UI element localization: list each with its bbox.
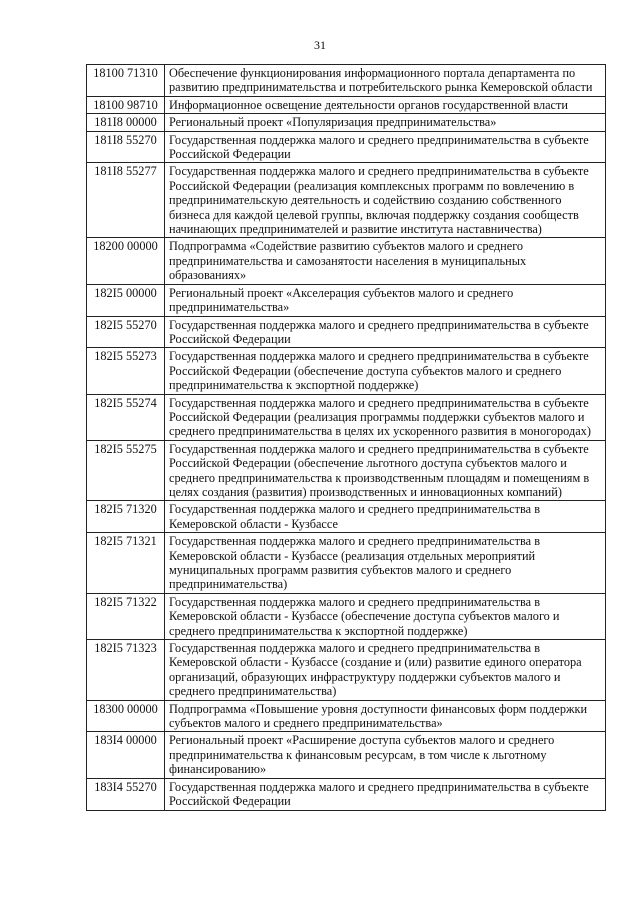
page-number: 31 (314, 38, 326, 52)
description-cell: Региональный проект «Популяризация предпринимательства» (165, 114, 606, 131)
description-cell: Государственная поддержка малого и среднего предпринимательства в Кемеровской области - Кузбассе (создание и (или) развитие единого оператора организаций, образующих инфраструктуру поддержки субъектов малого и среднего предпринимательства) (165, 640, 606, 701)
table-row (87, 131, 606, 163)
description-cell: Государственная поддержка малого и среднего предпринимательства в Кемеровской области - Кузбассе (165, 501, 606, 533)
table-row (87, 732, 606, 778)
code-cell: 182I5 71323 (87, 640, 165, 701)
code-cell: 181I8 55277 (87, 163, 165, 238)
code-cell: 18200 00000 (87, 238, 165, 284)
code-cell: 182I5 71321 (87, 533, 165, 594)
description-cell: Государственная поддержка малого и среднего предпринимательства в субъекте Российской Федерации (165, 778, 606, 810)
description-cell: Государственная поддержка малого и среднего предпринимательства в субъекте Российской Федерации (165, 316, 606, 348)
description-cell: Региональный проект «Акселерация субъектов малого и среднего предпринимательства» (165, 284, 606, 316)
description-cell: Государственная поддержка малого и среднего предпринимательства в субъекте Российской Федерации (165, 131, 606, 163)
table-row (87, 533, 606, 594)
table-row (87, 316, 606, 348)
description-cell: Подпрограмма «Содействие развитию субъектов малого и среднего предпринимательства и самозанятости населения в муниципальных образованиях» (165, 238, 606, 284)
table-row (87, 394, 606, 440)
description-cell: Государственная поддержка малого и среднего предпринимательства в субъекте Российской Федерации (реализация комплексных программ по вовлечению в предпринимательскую деятельность и содействию созданию собственного бизнеса для каждой целевой группы, включая поддержку создания сообществ начинающих предпринимателей и развитие института наставничества) (165, 163, 606, 238)
table-row (87, 65, 606, 97)
code-cell: 182I5 55270 (87, 316, 165, 348)
code-cell: 181I8 55270 (87, 131, 165, 163)
table-row (87, 700, 606, 732)
description-cell: Обеспечение функционирования информационного портала департамента по развитию предпринимательства и потребительского рынка Кемеровской области (165, 65, 606, 97)
table-body (87, 65, 606, 811)
code-cell: 18100 98710 (87, 96, 165, 113)
table-row (87, 114, 606, 131)
table-row (87, 96, 606, 113)
code-cell: 18300 00000 (87, 700, 165, 732)
code-cell: 183I4 55270 (87, 778, 165, 810)
code-cell: 18100 71310 (87, 65, 165, 97)
description-cell: Государственная поддержка малого и среднего предпринимательства в Кемеровской области - Кузбассе (обеспечение доступа субъектов малого и среднего предпринимательства к экспортной поддержке) (165, 593, 606, 639)
description-cell: Подпрограмма «Повышение уровня доступности финансовых форм поддержки субъектов малого и среднего предпринимательства» (165, 700, 606, 732)
description-cell: Региональный проект «Расширение доступа субъектов малого и среднего предпринимательства к финансовым ресурсам, в том числе к льготному финансированию» (165, 732, 606, 778)
table-row (87, 501, 606, 533)
code-cell: 181I8 00000 (87, 114, 165, 131)
code-cell: 183I4 00000 (87, 732, 165, 778)
budget-codes-table (86, 64, 606, 811)
table-row (87, 440, 606, 501)
table-row (87, 348, 606, 394)
table-row (87, 284, 606, 316)
code-cell: 182I5 00000 (87, 284, 165, 316)
table-row (87, 163, 606, 238)
table-row (87, 640, 606, 701)
description-cell: Государственная поддержка малого и среднего предпринимательства в субъекте Российской Федерации (реализация программы поддержки субъектов малого и среднего предпринимательства в целях их ускоренного развития в моногородах) (165, 394, 606, 440)
code-cell: 182I5 71322 (87, 593, 165, 639)
description-cell: Государственная поддержка малого и среднего предпринимательства в субъекте Российской Федерации (обеспечение доступа субъектов малого и среднего предпринимательства к экспортной поддержке) (165, 348, 606, 394)
table-row (87, 778, 606, 810)
code-cell: 182I5 55274 (87, 394, 165, 440)
description-cell: Информационное освещение деятельности органов государственной власти (165, 96, 606, 113)
table-row (87, 238, 606, 284)
code-cell: 182I5 55275 (87, 440, 165, 501)
code-cell: 182I5 71320 (87, 501, 165, 533)
code-cell: 182I5 55273 (87, 348, 165, 394)
description-cell: Государственная поддержка малого и среднего предпринимательства в Кемеровской области - Кузбассе (реализация отдельных мероприятий муниципальных программ развития субъектов малого и среднего предпринимательства) (165, 533, 606, 594)
description-cell: Государственная поддержка малого и среднего предпринимательства в субъекте Российской Федерации (обеспечение льготного доступа субъектов малого и среднего предпринимательства к производственным площадям и помещениям в целях создания (развития) производственных и инновационных компаний) (165, 440, 606, 501)
table-row (87, 593, 606, 639)
